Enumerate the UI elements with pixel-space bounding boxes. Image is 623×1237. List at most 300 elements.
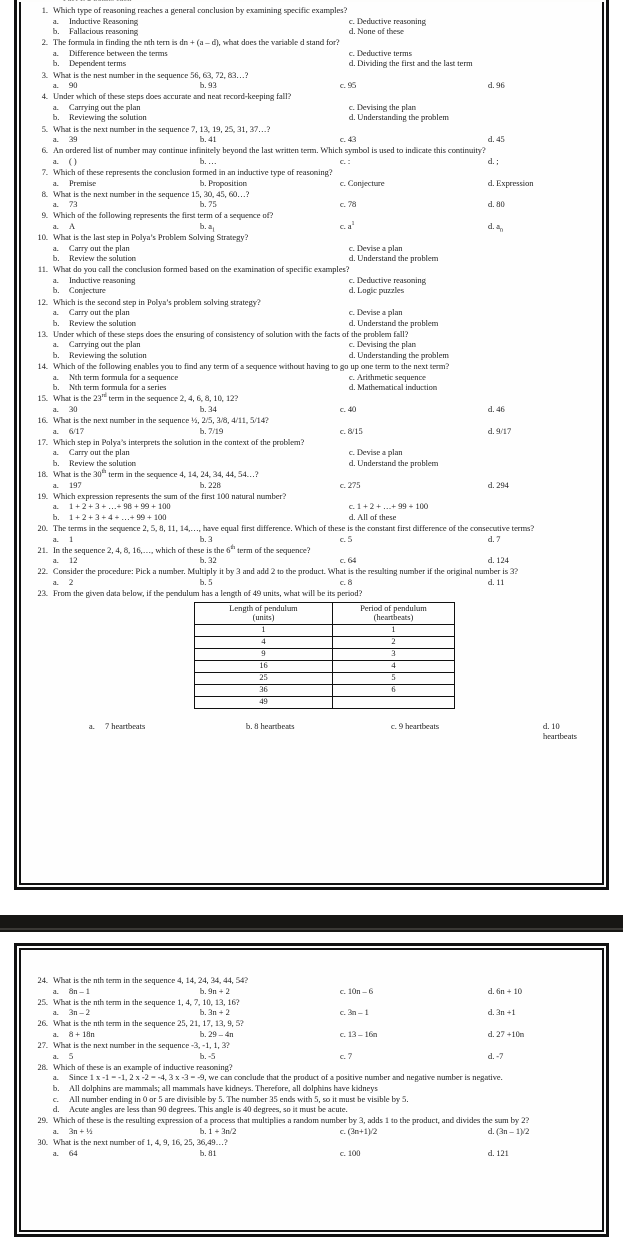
option-d[interactable]	[488, 135, 592, 146]
option-text: 9 heartbeats	[398, 721, 440, 731]
question-text: What is the next number in the sequence -3, -1, 1, 3?	[53, 1041, 230, 1051]
option-letter: a.	[53, 448, 59, 458]
question-item	[27, 589, 596, 743]
option-letter: c.	[340, 1051, 346, 1061]
option-d[interactable]	[488, 222, 592, 233]
option-text: 3n – 2	[69, 1008, 90, 1018]
option-a[interactable]	[53, 481, 200, 492]
option-group	[53, 81, 596, 92]
option-letter: d.	[349, 113, 356, 123]
table-cell: 1	[195, 624, 333, 636]
question-item	[27, 6, 596, 38]
option-a[interactable]	[89, 722, 246, 743]
option-text: Review the solution	[69, 254, 136, 264]
option-letter: a.	[53, 404, 59, 414]
option-c[interactable]	[340, 1052, 488, 1063]
option-letter: b.	[53, 27, 60, 37]
question-text: Which expression represents the sum of the first 100 natural number?	[53, 491, 287, 501]
option-a[interactable]	[53, 535, 200, 546]
table-row	[195, 660, 455, 672]
option-b[interactable]	[200, 81, 340, 92]
option-letter: c.	[340, 1126, 346, 1136]
option-c[interactable]	[340, 135, 488, 146]
question-item	[27, 1019, 596, 1040]
option-text: -7	[496, 1051, 504, 1061]
option-letter: c.	[340, 81, 346, 91]
option-text: 13 – 16n	[347, 1029, 378, 1039]
option-a[interactable]	[53, 448, 349, 459]
option-text: Difference between the terms	[69, 48, 168, 58]
question-text: What is the next number in the sequence 7, 13, 19, 25, 31, 37…?	[53, 124, 271, 134]
question-list-page-2	[27, 976, 596, 1159]
option-d[interactable]	[488, 556, 592, 567]
option-a[interactable]	[53, 179, 200, 190]
question-number: 17.	[37, 437, 48, 447]
table-row	[195, 672, 455, 684]
option-b[interactable]	[200, 1149, 340, 1160]
option-a[interactable]	[53, 49, 349, 60]
option-a[interactable]	[53, 1008, 200, 1019]
option-group	[53, 103, 596, 124]
option-letter: c.	[349, 48, 355, 58]
option-c[interactable]	[340, 157, 488, 168]
option-d[interactable]	[488, 987, 592, 998]
option-d[interactable]	[349, 351, 592, 362]
option-d[interactable]	[349, 286, 592, 297]
option-c[interactable]	[340, 1127, 488, 1138]
option-d[interactable]	[543, 722, 596, 743]
table-cell: 1	[333, 624, 455, 636]
option-d[interactable]	[488, 1149, 592, 1160]
option-b[interactable]	[246, 722, 391, 743]
question-number: 16.	[37, 416, 48, 426]
option-group	[53, 578, 596, 589]
option-d[interactable]	[488, 427, 592, 438]
option-c[interactable]	[349, 373, 592, 384]
option-letter: d.	[349, 27, 356, 37]
option-b[interactable]	[53, 513, 349, 524]
exam-page-1	[14, 0, 609, 890]
option-c[interactable]	[349, 244, 592, 255]
question-text: What is the next number in the sequence ½, 2/5, 3/8, 4/11, 5/14?	[53, 416, 269, 426]
option-text: 124	[496, 556, 509, 566]
option-letter: b.	[53, 286, 60, 296]
option-letter: d.	[488, 577, 495, 587]
option-text: 80	[496, 200, 505, 210]
option-group	[53, 1008, 596, 1019]
option-c[interactable]	[340, 481, 488, 492]
option-letter: d.	[488, 1008, 495, 1018]
option-d[interactable]	[349, 383, 592, 394]
option-b[interactable]	[200, 556, 340, 567]
question-text: Under which of these steps does the ensuring of consistency of solution with the facts of the problem fall?	[53, 329, 409, 339]
option-text: 3n – 1	[347, 1008, 369, 1018]
option-text: 8 + 18n	[69, 1029, 95, 1039]
option-a[interactable]	[53, 81, 200, 92]
table-cell: 4	[333, 660, 455, 672]
option-letter: b.	[200, 156, 207, 166]
question-item	[27, 1138, 596, 1159]
option-letter: a.	[53, 275, 59, 285]
question-number: 5.	[41, 124, 48, 134]
page-2-top-spacer	[27, 954, 596, 976]
option-letter: c.	[349, 308, 355, 318]
option-b[interactable]	[200, 987, 340, 998]
option-a[interactable]	[53, 157, 200, 168]
question-text: What is the next number in the sequence 15, 30, 45, 60…?	[53, 189, 250, 199]
option-b[interactable]	[200, 222, 340, 233]
option-text: 1 + 2 + …+ 99 + 100	[356, 502, 429, 512]
option-b[interactable]	[53, 383, 349, 394]
option-d[interactable]	[488, 481, 592, 492]
option-d[interactable]	[349, 59, 592, 70]
question-number: 25.	[37, 997, 48, 1007]
option-c[interactable]	[349, 276, 592, 287]
option-letter: d.	[349, 512, 356, 522]
option-b[interactable]	[200, 1127, 340, 1138]
option-d[interactable]	[349, 254, 592, 265]
question-text: Under which of these steps does accurate and neat record-keeping fall?	[53, 92, 292, 102]
option-text: Devising the plan	[356, 340, 416, 350]
option-b[interactable]	[200, 135, 340, 146]
option-letter: b.	[53, 113, 60, 123]
option-group	[53, 200, 596, 211]
question-number: 4.	[41, 92, 48, 102]
option-text: Dependent terms	[69, 59, 126, 69]
option-b[interactable]	[200, 1008, 340, 1019]
option-c[interactable]	[349, 17, 592, 28]
option-b[interactable]	[53, 319, 349, 330]
option-b[interactable]	[200, 200, 340, 211]
option-a[interactable]	[53, 1073, 592, 1084]
option-letter: a.	[53, 156, 59, 166]
option-text: All of these	[357, 512, 397, 522]
option-d[interactable]	[488, 179, 592, 190]
option-text: Arithmetic sequence	[356, 372, 426, 382]
option-letter: c.	[349, 275, 355, 285]
page-separator-band	[0, 915, 623, 932]
option-c[interactable]	[53, 1095, 592, 1106]
option-a[interactable]	[53, 373, 349, 384]
option-c[interactable]	[340, 200, 488, 211]
option-a[interactable]	[53, 1149, 200, 1160]
option-text: Inductive reasoning	[69, 275, 136, 285]
option-text: 43	[347, 135, 357, 145]
option-c[interactable]	[340, 1008, 488, 1019]
question-text: What is the nth term in the sequence 4, 14, 24, 34, 44, 54?	[53, 976, 248, 985]
option-b[interactable]	[53, 113, 349, 124]
question-number: 7.	[41, 167, 48, 177]
option-d[interactable]	[488, 157, 592, 168]
option-a[interactable]	[53, 244, 349, 255]
question-item	[27, 92, 596, 124]
option-c[interactable]	[349, 103, 592, 114]
option-letter: c.	[53, 1094, 59, 1104]
option-letter: d.	[349, 286, 356, 296]
option-text: 5	[208, 577, 213, 587]
option-text: Nth term formula for a sequence	[69, 372, 179, 382]
option-text: 7 heartbeats	[105, 721, 146, 731]
option-text: (3n – 1)/2	[496, 1126, 530, 1136]
option-letter: b.	[200, 81, 207, 91]
option-d[interactable]	[349, 513, 592, 524]
option-letter: c.	[391, 721, 397, 731]
option-text: 275	[347, 480, 361, 490]
option-text: All number ending in 0 or 5 are divisible by 5. The number 35 ends with 5, so it must be visible by 5.	[69, 1094, 409, 1104]
option-a[interactable]	[53, 222, 200, 233]
option-text: Deductive reasoning	[356, 275, 426, 285]
option-c[interactable]	[340, 179, 488, 190]
option-b[interactable]	[200, 427, 340, 438]
option-text: Since 1 x -1 = -1, 2 x -2 = -4, 3 x -3 = -9, we can conclude that the product of a positive number and negative number is negative.	[69, 1073, 503, 1083]
option-c[interactable]	[340, 81, 488, 92]
option-a[interactable]	[53, 200, 200, 211]
option-a[interactable]	[53, 1052, 200, 1063]
option-text: 46	[496, 404, 505, 414]
question-number: 24.	[37, 976, 48, 985]
option-letter: b.	[53, 254, 60, 264]
option-text: 34	[208, 404, 217, 414]
question-item	[27, 362, 596, 394]
option-group	[53, 244, 596, 265]
option-letter: c.	[349, 102, 355, 112]
option-a[interactable]	[53, 556, 200, 567]
question-text: The formula in finding the nth tern is dn + (a – d), what does the variable d stand for?	[53, 38, 340, 48]
question-item	[27, 71, 596, 92]
option-c[interactable]	[391, 722, 543, 743]
option-text: 90	[69, 81, 78, 91]
table-cell: 2	[333, 636, 455, 648]
question-number: 10.	[37, 232, 48, 242]
option-c[interactable]	[340, 427, 488, 438]
option-text: Carry out the plan	[69, 308, 130, 318]
option-letter: b.	[53, 318, 60, 328]
option-letter: c.	[340, 135, 346, 145]
option-letter: c.	[349, 502, 355, 512]
option-c[interactable]	[340, 556, 488, 567]
option-letter: a.	[53, 1073, 59, 1083]
option-b[interactable]	[53, 27, 349, 38]
option-text: 3	[208, 534, 213, 544]
option-a[interactable]	[53, 502, 349, 513]
option-c[interactable]	[349, 502, 592, 513]
page-separator-line	[0, 928, 623, 930]
option-d[interactable]	[488, 578, 592, 589]
option-letter: a.	[53, 221, 59, 231]
question-text: What is the nth term in the sequence 25, 21, 17, 13, 9, 5?	[53, 1019, 244, 1029]
option-c[interactable]	[340, 222, 488, 233]
option-b[interactable]	[53, 286, 349, 297]
option-d[interactable]	[349, 459, 592, 470]
option-text: ( )	[69, 156, 77, 166]
option-b[interactable]	[53, 351, 349, 362]
option-b[interactable]	[200, 405, 340, 416]
option-text: Devise a plan	[356, 448, 403, 458]
option-letter: b.	[200, 221, 207, 231]
option-a[interactable]	[53, 1127, 200, 1138]
option-d[interactable]	[488, 1008, 592, 1019]
option-d[interactable]	[349, 113, 592, 124]
option-letter: d.	[488, 178, 495, 188]
option-a[interactable]	[53, 405, 200, 416]
option-c[interactable]	[349, 308, 592, 319]
question-number: 30.	[37, 1137, 48, 1147]
option-c[interactable]	[340, 1030, 488, 1041]
option-d[interactable]	[488, 1030, 592, 1041]
option-b[interactable]	[53, 1084, 592, 1095]
option-text: :	[347, 156, 351, 166]
option-a[interactable]	[53, 17, 349, 28]
option-a[interactable]	[53, 135, 200, 146]
option-b[interactable]	[200, 1030, 340, 1041]
option-letter: a.	[53, 16, 59, 26]
question-item	[27, 438, 596, 470]
option-letter: a.	[53, 556, 59, 566]
question-number: 19.	[37, 491, 48, 501]
option-letter: b.	[200, 135, 207, 145]
option-c[interactable]	[340, 405, 488, 416]
option-text: Understanding the problem	[357, 351, 449, 360]
option-text: Understanding the problem	[357, 113, 449, 123]
question-text: Which of the following enables you to find any term of a sequence without having to go up one term to the next term?	[53, 362, 450, 372]
question-item	[27, 146, 596, 167]
option-b[interactable]	[200, 578, 340, 589]
question-number: 23.	[37, 589, 48, 599]
option-text: $a^1$	[347, 221, 355, 231]
option-letter: c.	[349, 16, 355, 26]
option-d[interactable]	[488, 1127, 592, 1138]
table-cell: 6	[333, 684, 455, 696]
option-letter: b.	[200, 178, 207, 188]
question-item	[27, 567, 596, 588]
option-text: 2	[69, 577, 74, 587]
question-number: 12.	[37, 297, 48, 307]
option-letter: a.	[53, 480, 59, 490]
option-text: 197	[69, 480, 82, 490]
question-text: What is the nest number in the sequence 56, 63, 72, 83…?	[53, 70, 249, 80]
option-d[interactable]	[488, 200, 592, 211]
option-letter: d.	[349, 318, 356, 328]
question-item	[27, 416, 596, 437]
option-letter: d.	[488, 404, 495, 414]
option-b[interactable]	[200, 535, 340, 546]
pendulum-data-table	[194, 602, 455, 709]
option-a[interactable]	[53, 427, 200, 438]
option-c[interactable]	[349, 49, 592, 60]
table-column-header: Period of pendulum (heartbeats)	[333, 602, 455, 624]
option-group	[53, 179, 596, 190]
option-d[interactable]	[349, 27, 592, 38]
option-letter: c.	[340, 480, 346, 490]
table-cell: 4	[195, 636, 333, 648]
option-a[interactable]	[53, 276, 349, 287]
option-d[interactable]	[349, 319, 592, 330]
question-number: 1.	[41, 6, 48, 15]
option-letter: d.	[349, 383, 356, 393]
option-letter: b.	[200, 986, 207, 996]
option-letter: c.	[340, 404, 346, 414]
table-cell	[333, 696, 455, 708]
option-c[interactable]	[340, 578, 488, 589]
option-c[interactable]	[340, 535, 488, 546]
option-d[interactable]	[53, 1105, 592, 1116]
option-d[interactable]	[488, 405, 592, 416]
option-text: 39	[69, 135, 78, 145]
question-number: 20.	[37, 524, 48, 533]
option-letter: d.	[488, 556, 495, 566]
option-text: Devise a plan	[356, 308, 403, 318]
option-b[interactable]	[200, 481, 340, 492]
option-text: 1 + 3n/2	[208, 1126, 237, 1136]
option-b[interactable]	[53, 59, 349, 70]
option-a[interactable]	[53, 987, 200, 998]
option-text: $a_n$	[496, 221, 503, 234]
option-b[interactable]	[200, 179, 340, 190]
option-group	[53, 448, 596, 469]
pendulum-table-wrapper	[53, 602, 596, 709]
option-text: 8n – 1	[69, 986, 90, 996]
option-a[interactable]	[53, 340, 349, 351]
option-letter: a.	[53, 243, 59, 253]
option-letter: b.	[53, 351, 60, 360]
option-group	[53, 405, 596, 416]
question-text: Which of the following represents the first term of a sequence of?	[53, 211, 274, 221]
option-letter: d.	[488, 200, 495, 210]
option-a[interactable]	[53, 308, 349, 319]
option-text: 32	[208, 556, 217, 566]
question-text: Which step in Polya’s interprets the solution in the context of the problem?	[53, 437, 305, 447]
option-letter: a.	[53, 102, 59, 112]
option-letter: d.	[488, 986, 495, 996]
question-number: 14.	[37, 362, 48, 372]
question-item	[27, 125, 596, 146]
option-text: 7/19	[208, 426, 224, 436]
option-text: Understand the problem	[357, 254, 439, 264]
option-text: 95	[347, 81, 357, 91]
option-text: 10n – 6	[347, 986, 373, 996]
option-text: All dolphins are mammals; all mammals have kidneys. Therefore, all dolphins have kidneys	[69, 1083, 378, 1093]
question-item	[27, 298, 596, 330]
option-a[interactable]	[53, 578, 200, 589]
option-text: …	[208, 156, 217, 166]
option-b[interactable]	[53, 459, 349, 470]
option-c[interactable]	[340, 987, 488, 998]
option-letter: a.	[53, 372, 59, 382]
question-item	[27, 330, 596, 362]
option-text: 121	[496, 1148, 509, 1158]
option-letter: c.	[340, 1148, 346, 1158]
option-a[interactable]	[53, 1030, 200, 1041]
question-text: Which of these is an example of inductive reasoning?	[53, 1062, 233, 1072]
option-d[interactable]	[488, 81, 592, 92]
option-b[interactable]	[200, 157, 340, 168]
option-a[interactable]	[53, 103, 349, 114]
option-d[interactable]	[488, 1052, 592, 1063]
question-number: 2.	[41, 38, 48, 48]
option-d[interactable]	[488, 535, 592, 546]
option-letter: c.	[349, 372, 355, 382]
option-text: Devising the plan	[356, 102, 416, 112]
table-cell: 3	[333, 648, 455, 660]
option-c[interactable]	[349, 340, 592, 351]
option-b[interactable]	[200, 1052, 340, 1063]
option-text: $a_1$	[208, 221, 215, 234]
option-text: 1 + 2 + 3 + …+ 98 + 99 + 100	[69, 502, 171, 512]
option-b[interactable]	[53, 254, 349, 265]
option-c[interactable]	[349, 448, 592, 459]
option-letter: c.	[340, 577, 346, 587]
option-c[interactable]	[340, 1149, 488, 1160]
